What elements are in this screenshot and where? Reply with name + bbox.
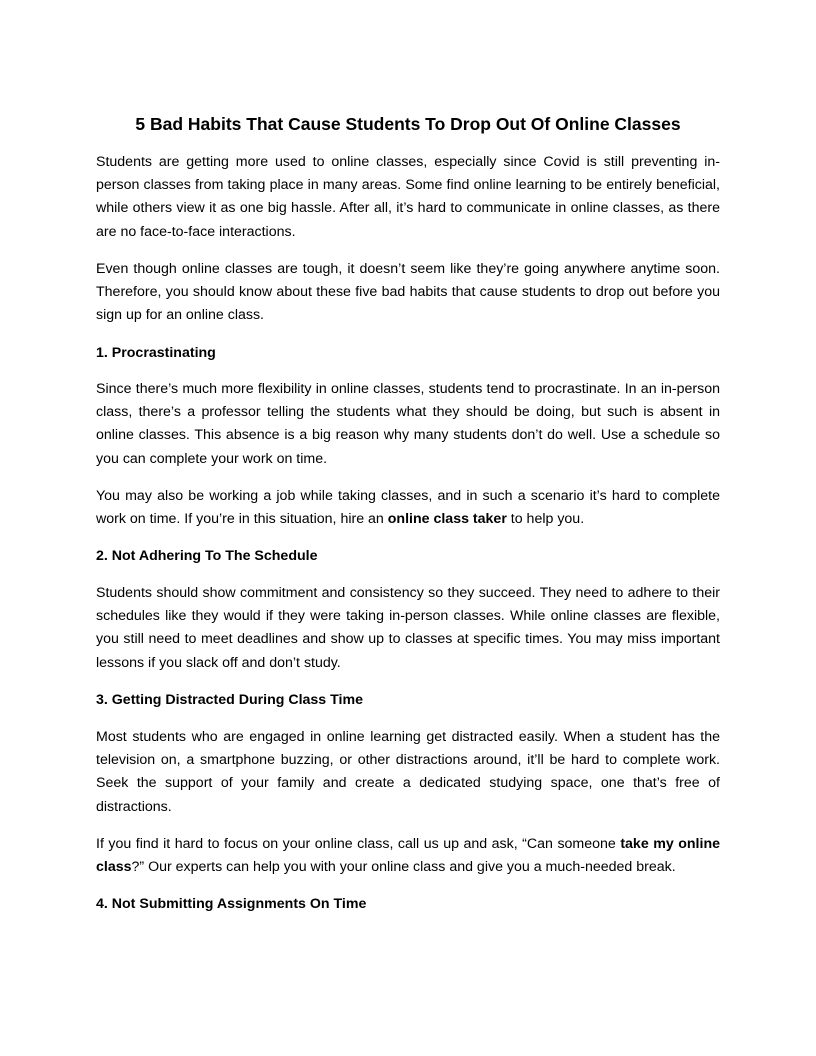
section-heading-schedule: 2. Not Adhering To The Schedule xyxy=(96,548,318,564)
procrastinating-paragraph-1: Since there’s much more flexibility in online classes, students tend to procrastinate. In an in-person class, there’s a professor telling the students what they should be doing, but such is absent in online classes. This absence is a big reason why many students don’t do well. Use a schedule so you can complete your work on time. xyxy=(96,381,720,467)
intro-paragraph-2: Even though online classes are tough, it doesn’t seem like they’re going anywhere anytime soon. Therefore, you should know about these five bad habits that cause students to drop out before you sign up for an online class. xyxy=(96,261,720,324)
distracted-paragraph-2-tail: ?” Our experts can help you with your online class and give you a much-needed break. xyxy=(131,859,676,876)
distracted-paragraph-1: Most students who are engaged in online learning get distracted easily. When a student has the television on, a smartphone buzzing, or other distractions around, it’ll be hard to complete work. Seek the support of your family and create a dedicated studying space, one that’s free of distractions. xyxy=(96,729,720,815)
schedule-paragraph-1: Students should show commitment and consistency so they succeed. They need to adhere to their schedules like they would if they were taking in-person classes. While online classes are flexible, you still need to meet deadlines and show up to classes at specific times. You may miss important lessons if you slack off and don’t study. xyxy=(96,585,720,671)
distracted-paragraph-2-text: If you find it hard to focus on your online class, call us up and ask, “Can someone xyxy=(96,836,621,852)
document-title: 5 Bad Habits That Cause Students To Drop Out Of Online Classes xyxy=(135,114,681,134)
procrastinating-paragraph-2 xyxy=(96,485,720,531)
online-class-taker-link[interactable]: online class taker xyxy=(387,511,507,528)
section-heading-procrastinating: 1. Procrastinating xyxy=(96,345,216,361)
intro-paragraph-1: Students are getting more used to online classes, especially since Covid is still preventing in-person classes from taking place in many areas. Some find online learning to be entirely beneficial, while others view it as one big hassle. After all, it’s hard to communicate in online classes, as there are no face-to-face interactions. xyxy=(96,154,720,240)
take-my-online-class-link[interactable]: take my online class xyxy=(96,836,720,876)
procrastinating-paragraph-2-tail: to help you. xyxy=(506,511,585,528)
section-heading-assignments: 4. Not Submitting Assignments On Time xyxy=(96,896,367,912)
procrastinating-paragraph-2-text: You may also be working a job while taking classes, and in such a scenario it’s hard to complete work on time. If you’re in this situation, hire an xyxy=(96,488,720,528)
section-heading-distracted: 3. Getting Distracted During Class Time xyxy=(96,692,363,708)
distracted-paragraph-2 xyxy=(96,833,720,879)
